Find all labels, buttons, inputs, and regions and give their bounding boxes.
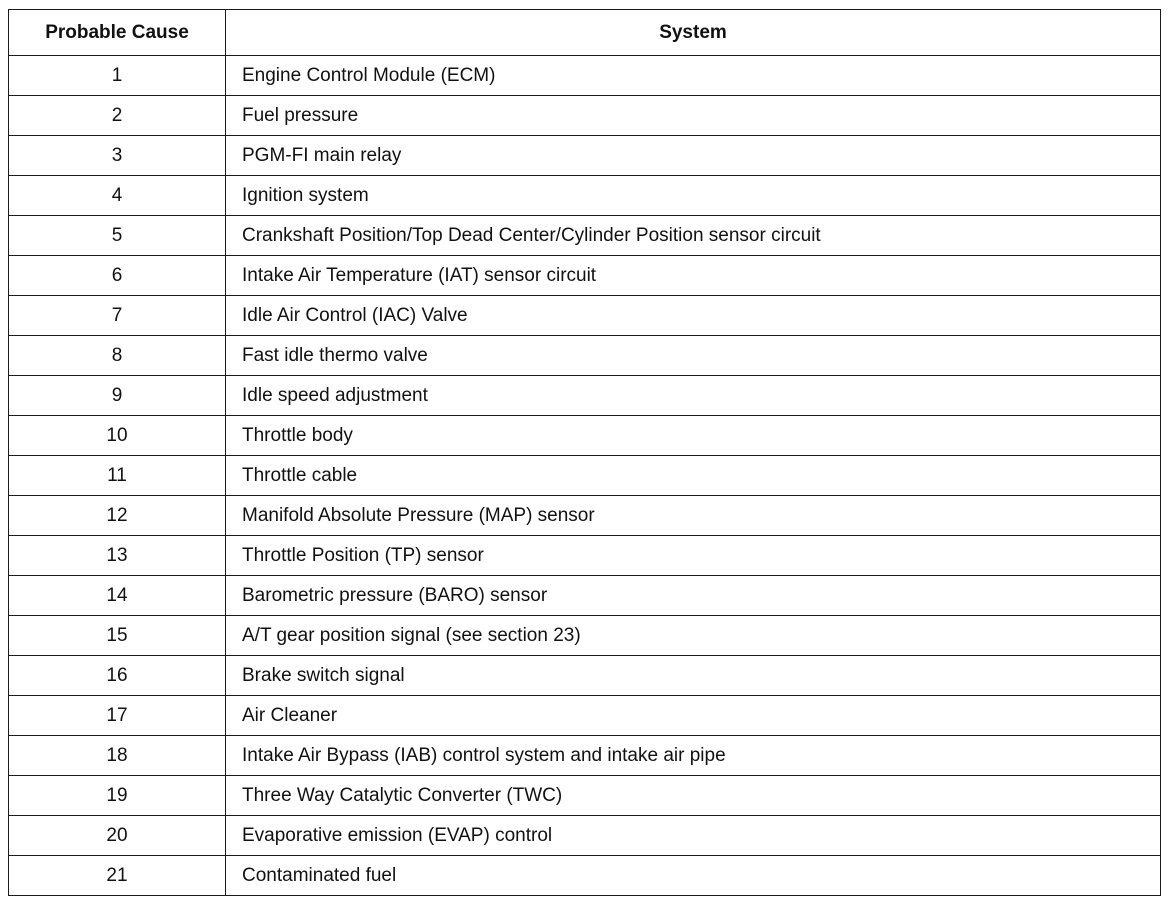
table-row xyxy=(9,376,1161,416)
system-cell: Evaporative emission (EVAP) control xyxy=(226,816,1161,856)
system-cell: Idle speed adjustment xyxy=(226,376,1161,416)
table-row xyxy=(9,696,1161,736)
system-cell: Air Cleaner xyxy=(226,696,1161,736)
table-row xyxy=(9,256,1161,296)
table-row xyxy=(9,336,1161,376)
cause-number-cell: 6 xyxy=(9,256,226,296)
system-cell: Intake Air Bypass (IAB) control system and intake air pipe xyxy=(226,736,1161,776)
cause-number-cell: 14 xyxy=(9,576,226,616)
cause-number-cell: 15 xyxy=(9,616,226,656)
table-row xyxy=(9,56,1161,96)
cause-number-cell: 16 xyxy=(9,656,226,696)
table-row xyxy=(9,656,1161,696)
system-cell: Fast idle thermo valve xyxy=(226,336,1161,376)
cause-number-cell: 11 xyxy=(9,456,226,496)
system-cell: Brake switch signal xyxy=(226,656,1161,696)
cause-number-cell: 8 xyxy=(9,336,226,376)
table-row xyxy=(9,776,1161,816)
table-row xyxy=(9,136,1161,176)
table-header-row xyxy=(9,10,1161,56)
cause-number-cell: 17 xyxy=(9,696,226,736)
system-cell: Engine Control Module (ECM) xyxy=(226,56,1161,96)
table-row xyxy=(9,456,1161,496)
cause-number-cell: 19 xyxy=(9,776,226,816)
cause-number-cell: 7 xyxy=(9,296,226,336)
table-row xyxy=(9,576,1161,616)
cause-number-cell: 1 xyxy=(9,56,226,96)
cause-number-cell: 13 xyxy=(9,536,226,576)
cause-number-cell: 12 xyxy=(9,496,226,536)
table-row xyxy=(9,176,1161,216)
system-cell: Contaminated fuel xyxy=(226,856,1161,896)
cause-number-cell: 4 xyxy=(9,176,226,216)
system-cell: Throttle body xyxy=(226,416,1161,456)
system-cell: Intake Air Temperature (IAT) sensor circuit xyxy=(226,256,1161,296)
cause-number-cell: 9 xyxy=(9,376,226,416)
cause-number-cell: 20 xyxy=(9,816,226,856)
table-row xyxy=(9,616,1161,656)
system-cell: Three Way Catalytic Converter (TWC) xyxy=(226,776,1161,816)
table-row xyxy=(9,216,1161,256)
cause-number-cell: 21 xyxy=(9,856,226,896)
system-cell: PGM-FI main relay xyxy=(226,136,1161,176)
table-row xyxy=(9,536,1161,576)
header-probable-cause: Probable Cause xyxy=(9,10,226,56)
system-cell: Crankshaft Position/Top Dead Center/Cylinder Position sensor circuit xyxy=(226,216,1161,256)
table-row xyxy=(9,736,1161,776)
cause-number-cell: 18 xyxy=(9,736,226,776)
cause-number-cell: 2 xyxy=(9,96,226,136)
system-cell: A/T gear position signal (see section 23) xyxy=(226,616,1161,656)
system-cell: Ignition system xyxy=(226,176,1161,216)
system-cell: Barometric pressure (BARO) sensor xyxy=(226,576,1161,616)
system-cell: Idle Air Control (IAC) Valve xyxy=(226,296,1161,336)
system-cell: Throttle Position (TP) sensor xyxy=(226,536,1161,576)
table-row xyxy=(9,856,1161,896)
system-cell: Fuel pressure xyxy=(226,96,1161,136)
header-system: System xyxy=(226,10,1161,56)
table-row xyxy=(9,496,1161,536)
table-row xyxy=(9,296,1161,336)
cause-number-cell: 10 xyxy=(9,416,226,456)
table-row xyxy=(9,816,1161,856)
table-row xyxy=(9,96,1161,136)
system-cell: Throttle cable xyxy=(226,456,1161,496)
cause-number-cell: 5 xyxy=(9,216,226,256)
probable-cause-table xyxy=(8,9,1161,896)
table-row xyxy=(9,416,1161,456)
table-body xyxy=(9,56,1161,896)
cause-number-cell: 3 xyxy=(9,136,226,176)
system-cell: Manifold Absolute Pressure (MAP) sensor xyxy=(226,496,1161,536)
